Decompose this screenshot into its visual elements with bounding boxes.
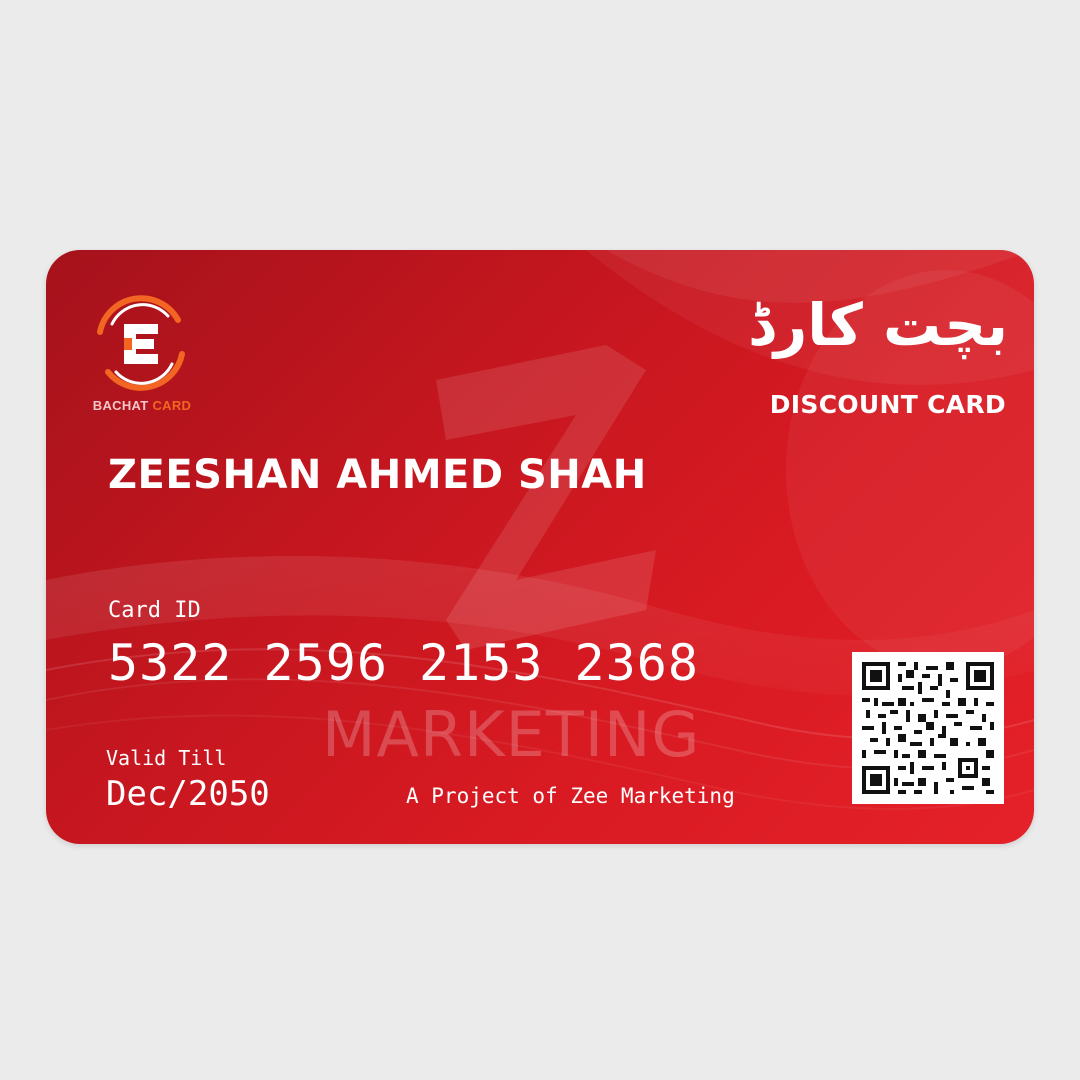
bachat-card-logo <box>86 294 196 414</box>
qr-code-icon <box>862 662 994 794</box>
marketing-watermark: MARKETING <box>322 698 701 771</box>
valid-till-label: Valid Till <box>106 746 227 770</box>
card-holder-name: ZEESHAN AHMED SHAH <box>108 452 647 498</box>
urdu-card-title: بچت کارڈ <box>748 291 1008 359</box>
logo-wordmark <box>86 398 198 413</box>
card-id-number: 5322 2596 2153 2368 <box>108 634 699 692</box>
qr-code <box>852 652 1004 804</box>
logo-word-bachat: BACHAT <box>92 398 149 413</box>
card-id-label: Card ID <box>108 598 201 623</box>
logo-word-card: CARD <box>152 398 192 413</box>
card-type-subtitle: DISCOUNT CARD <box>769 390 1006 419</box>
valid-till-date: Dec/2050 <box>106 774 270 814</box>
bachat-card-logo-icon <box>86 294 196 394</box>
discount-card <box>46 250 1034 844</box>
project-tagline: A Project of Zee Marketing <box>406 784 735 808</box>
